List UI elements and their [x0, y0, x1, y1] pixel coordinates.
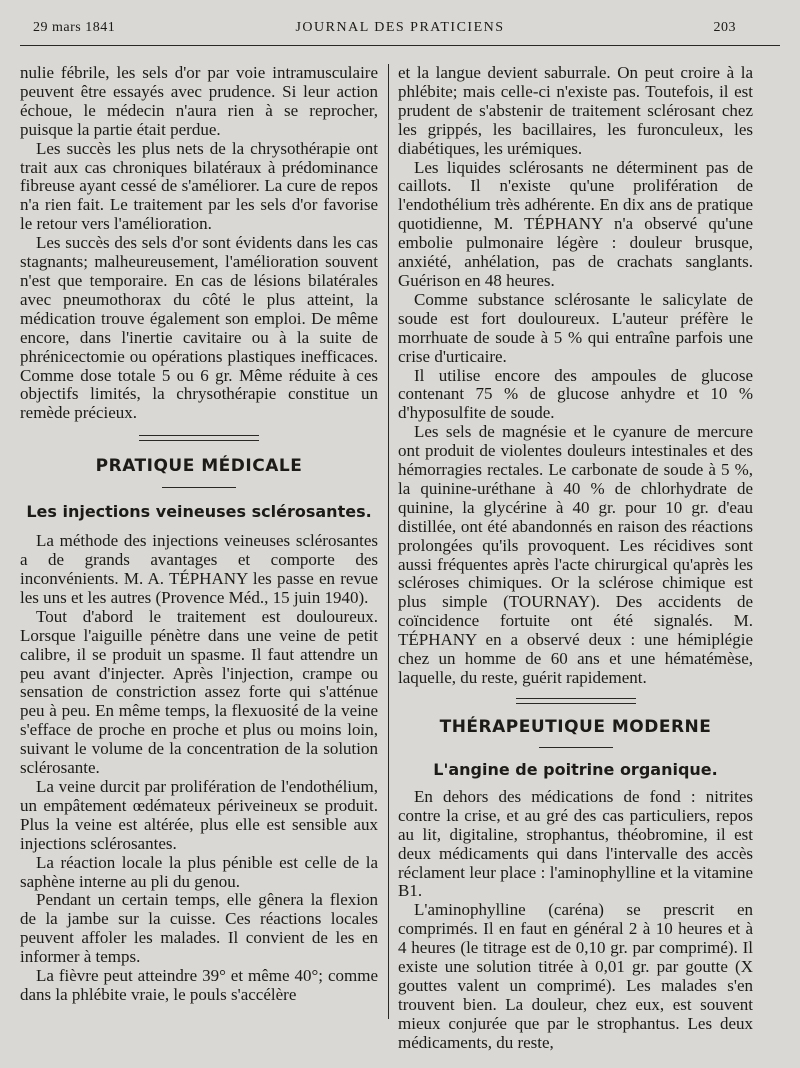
section-divider [516, 698, 636, 704]
paragraph: nulie fébrile, les sels d'or par voie intramusculaire peuvent être essayés avec prudence. Si leur action échoue, le médecin n'aura rien à se reprocher, puisque la partie était perdue. [20, 63, 378, 139]
paragraph: La méthode des injections veineuses sclérosantes a de grands avantages et comporte des inconvénients. M. A. TÉPHANY les passe en revue les uns et les autres (Provence Méd., 15 juin 1940). [20, 531, 378, 607]
article-title-angine: L'angine de poitrine organique. [433, 759, 718, 779]
paragraph: Les sels de magnésie et le cyanure de mercure ont produit de violentes douleurs intestinales et des hémorragies rectales. Le carbonate de soude à 5 %, la quinine-uréthane à 40 % de chlorhydrate de quinine, la glycérine à 40 gr. pour 10 gr. d'eau distillée, ont été abandonnés en raison des réactions prolongées qu'ils provoquent. Les récidives sont aussi fréquentes après l'acte chirurgical qu'après les scléroses chimiques. Or la sclérose chimique est plus simple (TOURNAY). Des accidents de coïncidence fortuite ont été signalés. M. TÉPHANY en a observé deux : une hémiplégie chez un homme de 60 ans et une hématémèse, laquelle, du reste, guérit rapidement. [398, 422, 753, 687]
paragraph: La veine durcit par prolifération de l'endothélium, un empâtement œdémateux périveineux se produit. Plus la veine est altérée, plus elle est sensible aux injections sclérosantes. [20, 777, 378, 853]
right-column [398, 64, 753, 1053]
paragraph: En dehors des médications de fond : nitrites contre la crise, et au gré des cas particuliers, repos au lit, digitaline, strophantus, théobromine, il est deux médicaments qui dans l'intervalle des accès réclament leur place : l'aminophylline et la vitamine B1. [398, 786, 753, 901]
paragraph: Comme substance sclérosante le salicylate de soude est fort douloureux. L'auteur préfère le morrhuate de soude à 5 % qui entraîne parfois une crise d'urticaire. [398, 289, 753, 366]
paragraph: La réaction locale la plus pénible est celle de la saphène interne au pli du genou. [20, 852, 378, 891]
section-underline [162, 487, 236, 488]
article-body [398, 788, 753, 1053]
paragraph: Les succès des sels d'or sont évidents dans les cas stagnants; malheureusement, l'amélioration souvent n'est que temporaire. En cas de lésions bilatérales avec pneumothorax du côté le plus atteint, la médication trouve également son emploi. De même encore, dans l'inertie cavitaire ou à la suite de phrénicectomie ou opérations plastiques inefficaces. Comme dose totale 5 ou 6 gr. Même réduite à ces objectifs limités, la chrysothérapie constitue un remède précieux. [20, 233, 378, 423]
paragraph: La fièvre peut atteindre 39° et même 40°; comme dans la phlébite vraie, le pouls s'accélère [20, 966, 378, 1004]
section-divider [139, 435, 259, 441]
section-title-therapeutique: THÉRAPEUTIQUE MODERNE [439, 716, 712, 737]
paragraph: Les succès les plus nets de la chrysothérapie ont trait aux cas chroniques bilatéraux à prédominance fibreuse ayant cessé de s'améliorer. La cure de repos n'a rien fait. Le traitement par les sels d'or favorise le retour vers l'amélioration. [20, 138, 378, 234]
column-divider [388, 64, 389, 1019]
left-column [20, 64, 378, 1005]
paragraph: et la langue devient saburrale. On peut croire à la phlébite; mais celle-ci n'existe pas. Toutefois, il est prudent de s'abstenir de traitement sclérosant chez les grippés, les bacillaires, les furonculeux, les diabétiques, les urémiques. [398, 63, 753, 158]
section-underline [539, 747, 613, 748]
article-body [20, 532, 378, 1005]
paragraph: Tout d'abord le traitement est douloureux. Lorsque l'aiguille pénètre dans une veine de petit calibre, il se produit un spasme. Il faut attendre un peu avant d'injecter. Après l'injection, crampe ou sensation de constriction assez forte qui s'atténue peu à peu. En même temps, la flexuosité de la veine s'efface de proche en proche et plus ou moins loin, suivant le volume de la concentration de la solution sclérosante. [20, 606, 378, 778]
journal-title: JOURNAL DES PRATICIENS [295, 20, 505, 35]
paragraph: Pendant un certain temps, elle gênera la flexion de la jambe sur la cuisse. Ces réactions locales peuvent affoler les malades. Il convient de les en informer à temps. [20, 890, 378, 967]
paragraph: Les liquides sclérosants ne déterminent pas de caillots. Il n'existe qu'une prolifération de l'endothélium très adhérente. En dix ans de pratique quotidienne, M. TÉPHANY n'a observé qu'une embolie pulmonaire légère : douleur brusque, anxiété, anhélation, pas de crachats sanglants. Guérison en 48 heures. [398, 157, 753, 290]
article-title-injections: Les injections veineuses sclérosantes. [26, 502, 372, 522]
page-number: 203 [713, 20, 736, 35]
issue-date: 29 mars 1841 [33, 20, 116, 35]
paragraph: Il utilise encore des ampoules de glucose contenant 75 % de glucose anhydre et 10 % d'hyposulfite de soude. [398, 365, 753, 423]
header-rule [20, 45, 780, 46]
section-title-pratique: PRATIQUE MÉDICALE [95, 456, 303, 477]
paragraph: L'aminophylline (caréna) se prescrit en comprimés. Il en faut en général 2 à 10 heures et à 4 heures (le titrage est de 0,10 gr. par comprimé). Il existe une solution titrée à 0,01 gr. par goutte (X gouttes valent un comprimé). Les malades s'en trouvent bien. La douleur, chez eux, est souvent mieux conjurée que par le strophantus. Les deux médicaments, du reste, [398, 900, 753, 1052]
page-header [0, 20, 800, 40]
